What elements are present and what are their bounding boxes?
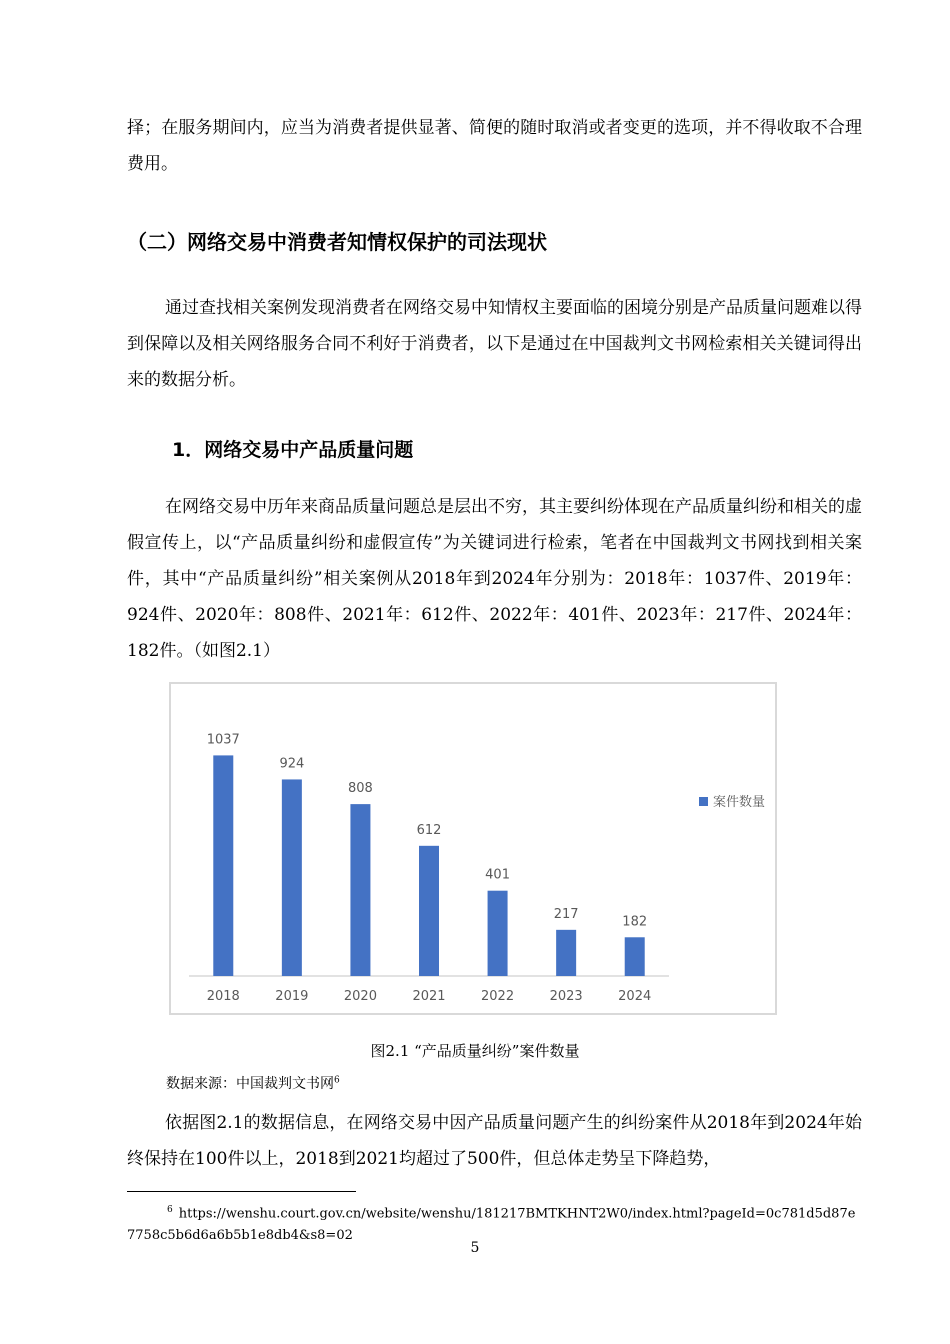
data-label-2019: 924 <box>279 756 305 772</box>
bar-2020 <box>350 804 370 976</box>
bar-2022 <box>488 891 508 976</box>
footnote-number: 6 <box>167 1205 173 1215</box>
footnote-ref: 6 <box>334 1075 340 1086</box>
bar-chart <box>169 682 777 1015</box>
chart-svg <box>171 684 775 1013</box>
legend-label: 案件数量 <box>713 795 766 810</box>
data-label-2023: 217 <box>553 906 579 922</box>
data-source-label: 数据来源：中国裁判文书网 <box>166 1076 334 1092</box>
data-label-2021: 612 <box>416 822 442 838</box>
bar-2018 <box>213 755 233 976</box>
data-label-2024: 182 <box>622 914 648 930</box>
x-tick-label-2021: 2021 <box>412 989 446 1004</box>
x-tick-label-2020: 2020 <box>343 989 377 1004</box>
paragraph-intro: 通过查找相关案例发现消费者在网络交易中知情权主要面临的困境分别是产品质量问题难以得到保障以及相关网络服务合同不利好于消费者，以下是通过在中国裁判文书网检索相关关键词得出来的数据分析。 <box>127 298 862 390</box>
bar-2024 <box>625 937 645 976</box>
x-tick-label-2024: 2024 <box>618 989 652 1004</box>
data-label-2020: 808 <box>348 781 373 797</box>
data-label-2022: 401 <box>485 867 510 883</box>
bar-2023 <box>556 930 576 976</box>
figure-caption: 图2.1 “产品质量纠纷”案件数量 <box>370 1042 580 1060</box>
paragraph-analysis: 依据图2.1的数据信息，在网络交易中因产品质量问题产生的纠纷案件从2018年到2024年始终保持在100件以上，2018到2021均超过了500件，但总体走势呈下降趋势， <box>127 1113 862 1169</box>
x-tick-label-2019: 2019 <box>275 989 309 1004</box>
footnote-divider <box>127 1191 356 1192</box>
x-tick-label-2022: 2022 <box>481 989 515 1004</box>
section-heading: （二）网络交易中消费者知情权保护的司法现状 <box>127 230 547 254</box>
paragraph-continuation: 择；在服务期间内，应当为消费者提供显著、简便的随时取消或者变更的选项，并不得收取不合理费用。 <box>127 118 862 174</box>
bar-2019 <box>282 779 302 976</box>
bar-2021 <box>419 846 439 976</box>
legend-swatch <box>699 797 708 806</box>
subsection-heading: 1．网络交易中产品质量问题 <box>172 439 414 461</box>
data-label-2018: 1037 <box>206 732 240 748</box>
paragraph-quality-data: 在网络交易中历年来商品质量问题总是层出不穷，其主要纠纷体现在产品质量纠纷和相关的虚假宣传上，以“产品质量纠纷和虚假宣传”为关键词进行检索，笔者在中国裁判文书网找到相关案件，其中“产品质量纠纷”相关案例从2018年到2024年分别为：2018年：1037件、2019年：924件、2020年：808件、2021年：612件、2022年：401件、2023年：217件、2024年：182件。（如图2.1） <box>127 497 862 661</box>
page-number: 5 <box>470 1240 480 1256</box>
x-tick-label-2023: 2023 <box>549 989 583 1004</box>
data-source <box>166 1073 340 1093</box>
x-tick-label-2018: 2018 <box>206 989 240 1004</box>
footnote-url: https://wenshu.court.gov.cn/website/wenshu/181217BMTKHNT2W0/index.html?pageId=0c781d5d87e7758c5b6d6a6b5b1e8db4&s8=02 <box>127 1206 856 1244</box>
